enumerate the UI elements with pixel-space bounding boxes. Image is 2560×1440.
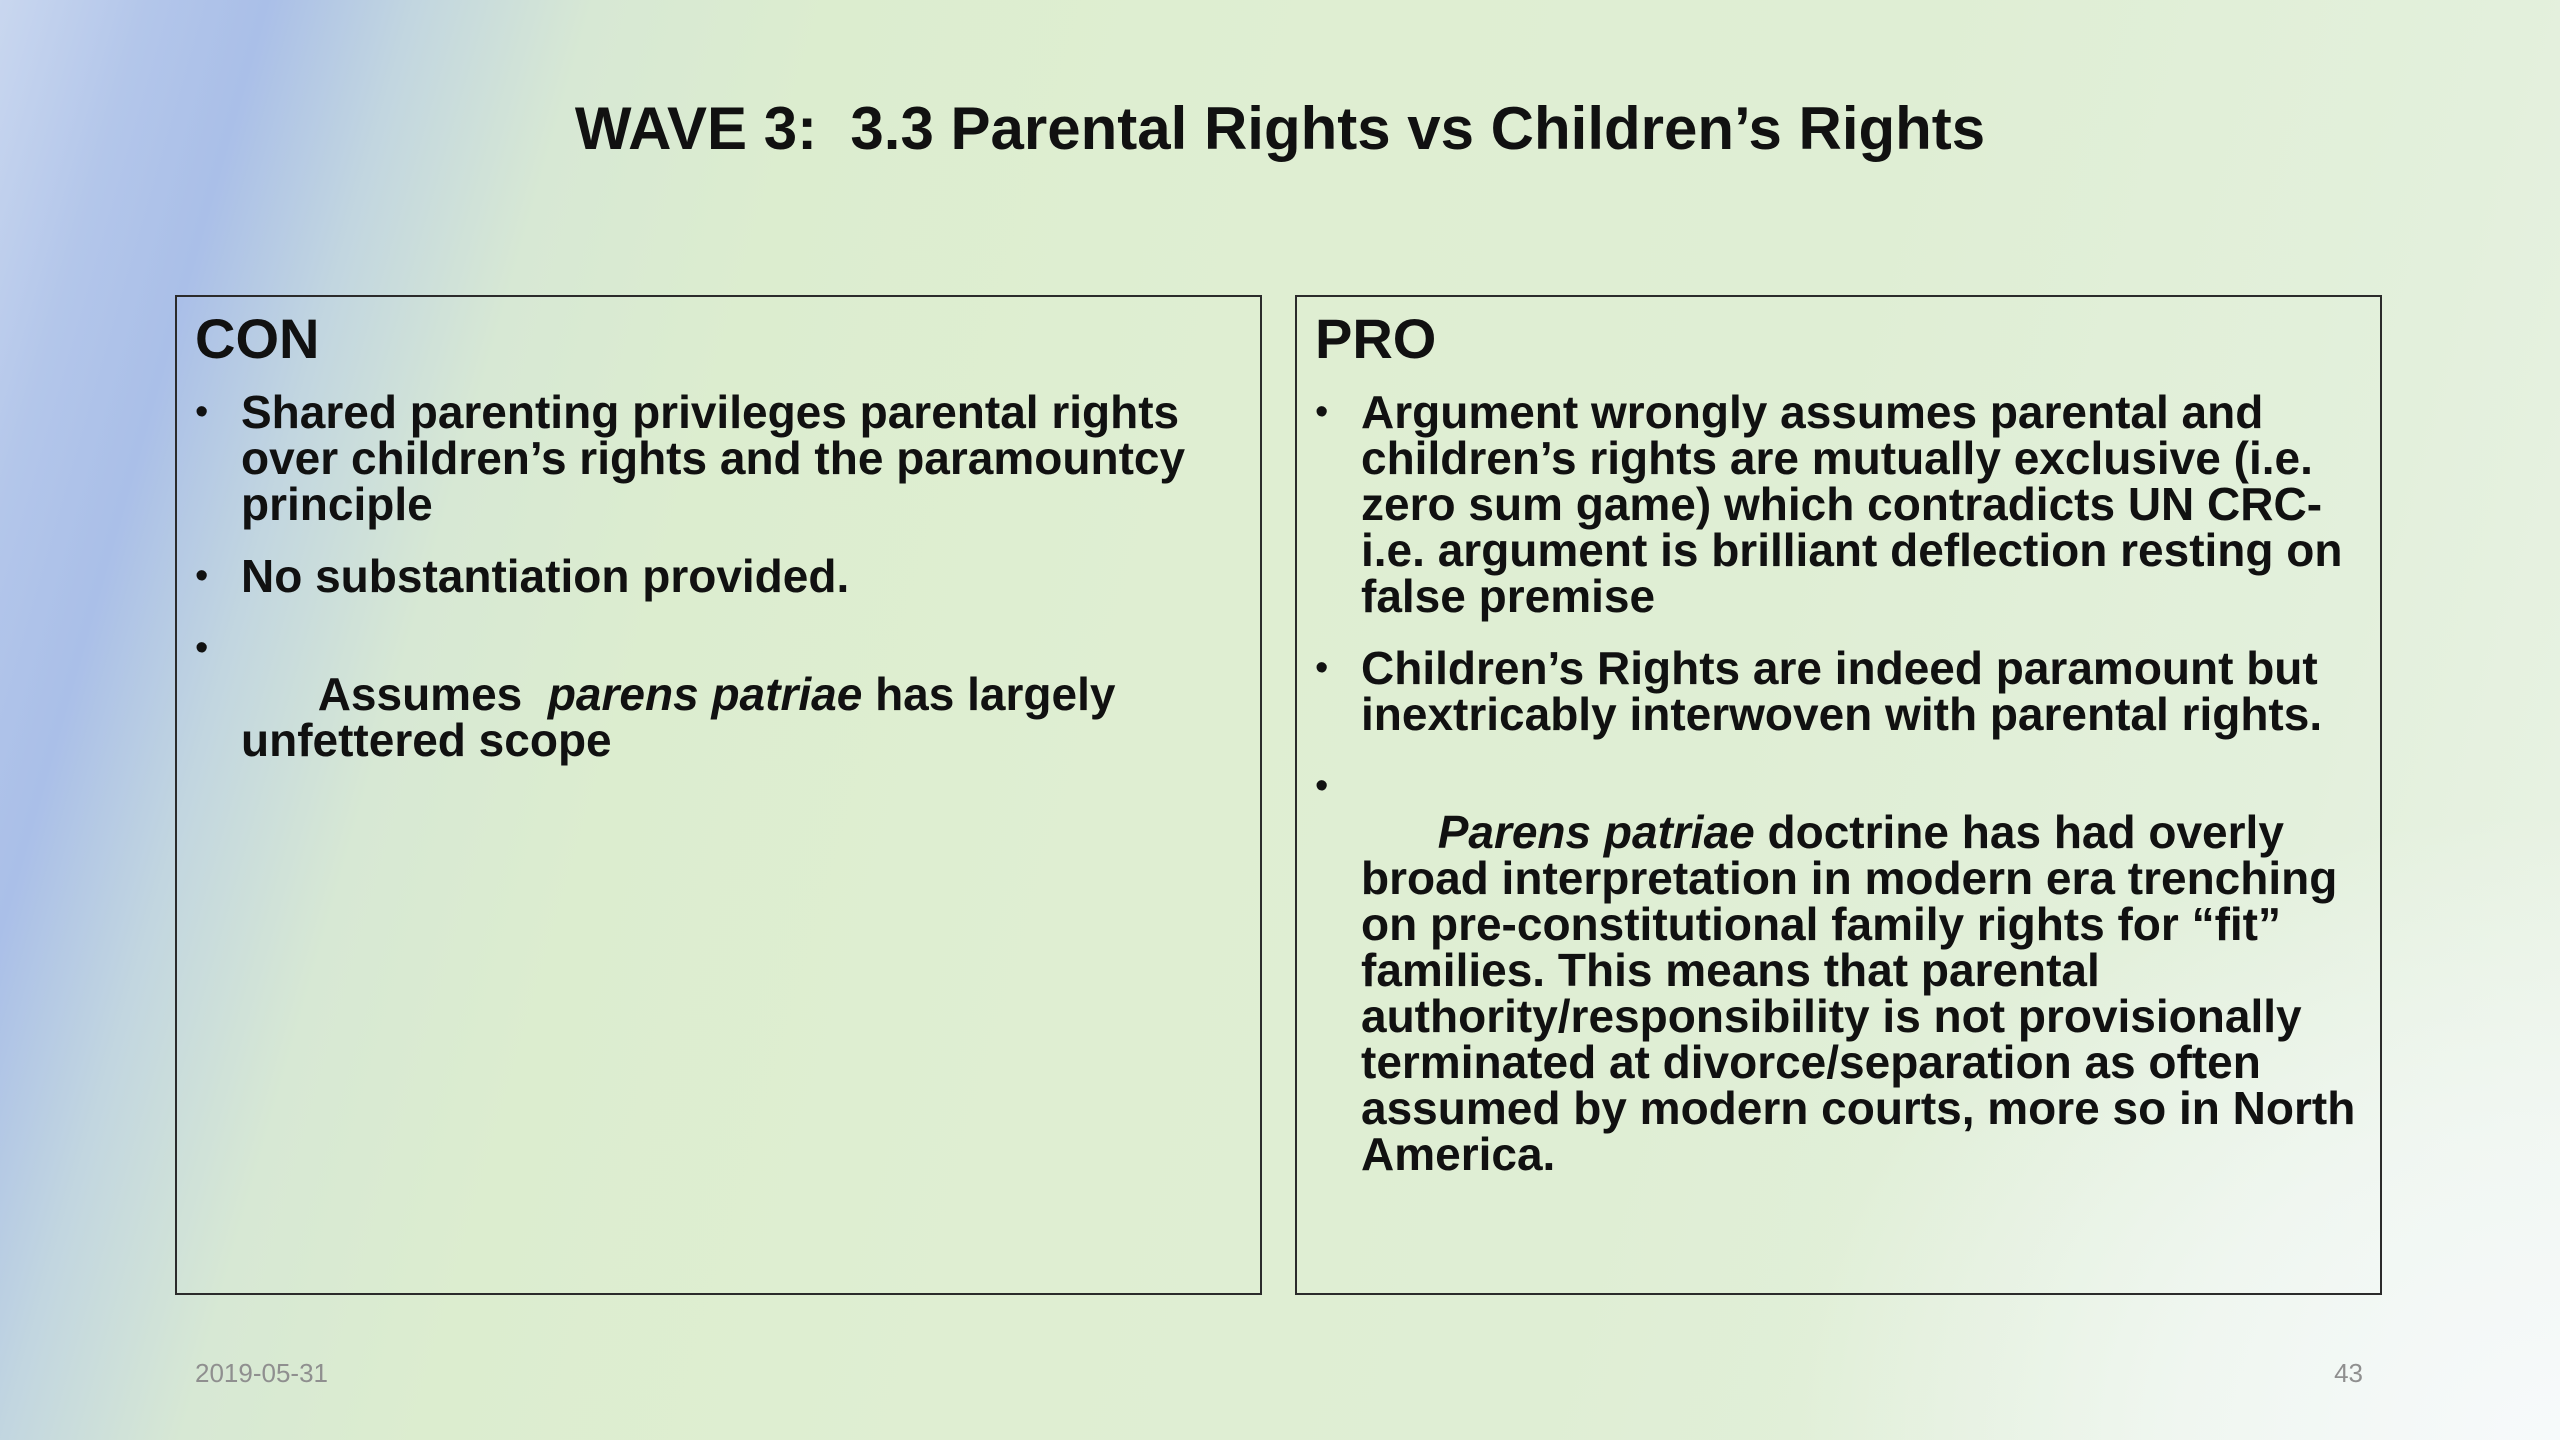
con-bullet-text: Shared parenting privileges parental rights over children’s rights and the paramountcy principle: [241, 386, 1186, 530]
slide-title: WAVE 3: 3.3 Parental Rights vs Children’s Rights: [574, 95, 1986, 162]
bullet-icon: •: [1315, 391, 1329, 433]
con-heading: CON: [195, 307, 320, 370]
footer-date: 2019-05-31: [195, 1358, 328, 1388]
pro-bullet-item: [1313, 386, 2366, 622]
con-bullet-text-end: has largely unfettered scope: [241, 668, 1129, 766]
pro-panel: [1295, 295, 2382, 1295]
pro-bullet-item: [1313, 642, 2366, 740]
pro-bullet-item: [1313, 763, 2366, 1223]
con-bullet-item: [193, 550, 1246, 602]
con-bullet-text-italic: parens patriae: [547, 668, 863, 720]
bullet-icon: •: [195, 627, 209, 669]
con-bullet-item: [193, 625, 1246, 809]
con-bullet-list: [193, 386, 1246, 835]
bullet-icon: •: [1315, 765, 1329, 807]
con-bullet-item: [193, 386, 1246, 530]
pro-bullet-list: [1313, 386, 2367, 1249]
con-panel: [175, 295, 1262, 1295]
bullet-icon: •: [195, 391, 209, 433]
pro-bullet-text-end: doctrine has had overly broad interpretation in modern era trenching on pre-constitutional family rights for “fit” families. This means that parental authority/responsibility is not provisionally terminated at divorce/separation as often assumed by modern courts, more so in North America.: [1361, 806, 2367, 1180]
pro-bullet-text-italic: Parens patriae: [1437, 806, 1755, 858]
pro-bullet-text: Children’s Rights are indeed paramount but inextricably interwoven with parental rights.: [1361, 642, 2323, 740]
footer-page-number: 43: [2334, 1358, 2363, 1388]
con-bullet-text-start: Assumes: [317, 668, 548, 720]
con-bullet-text: No substantiation provided.: [241, 550, 850, 602]
bullet-icon: •: [1315, 647, 1329, 689]
pro-bullet-text: Argument wrongly assumes parental and children’s rights are mutually exclusive (i.e. zero sum game) which contradicts UN CRC- i.e. argument is brilliant deflection resting on false premise: [1361, 386, 2343, 622]
pro-heading: PRO: [1315, 307, 1437, 370]
bullet-icon: •: [195, 555, 209, 597]
